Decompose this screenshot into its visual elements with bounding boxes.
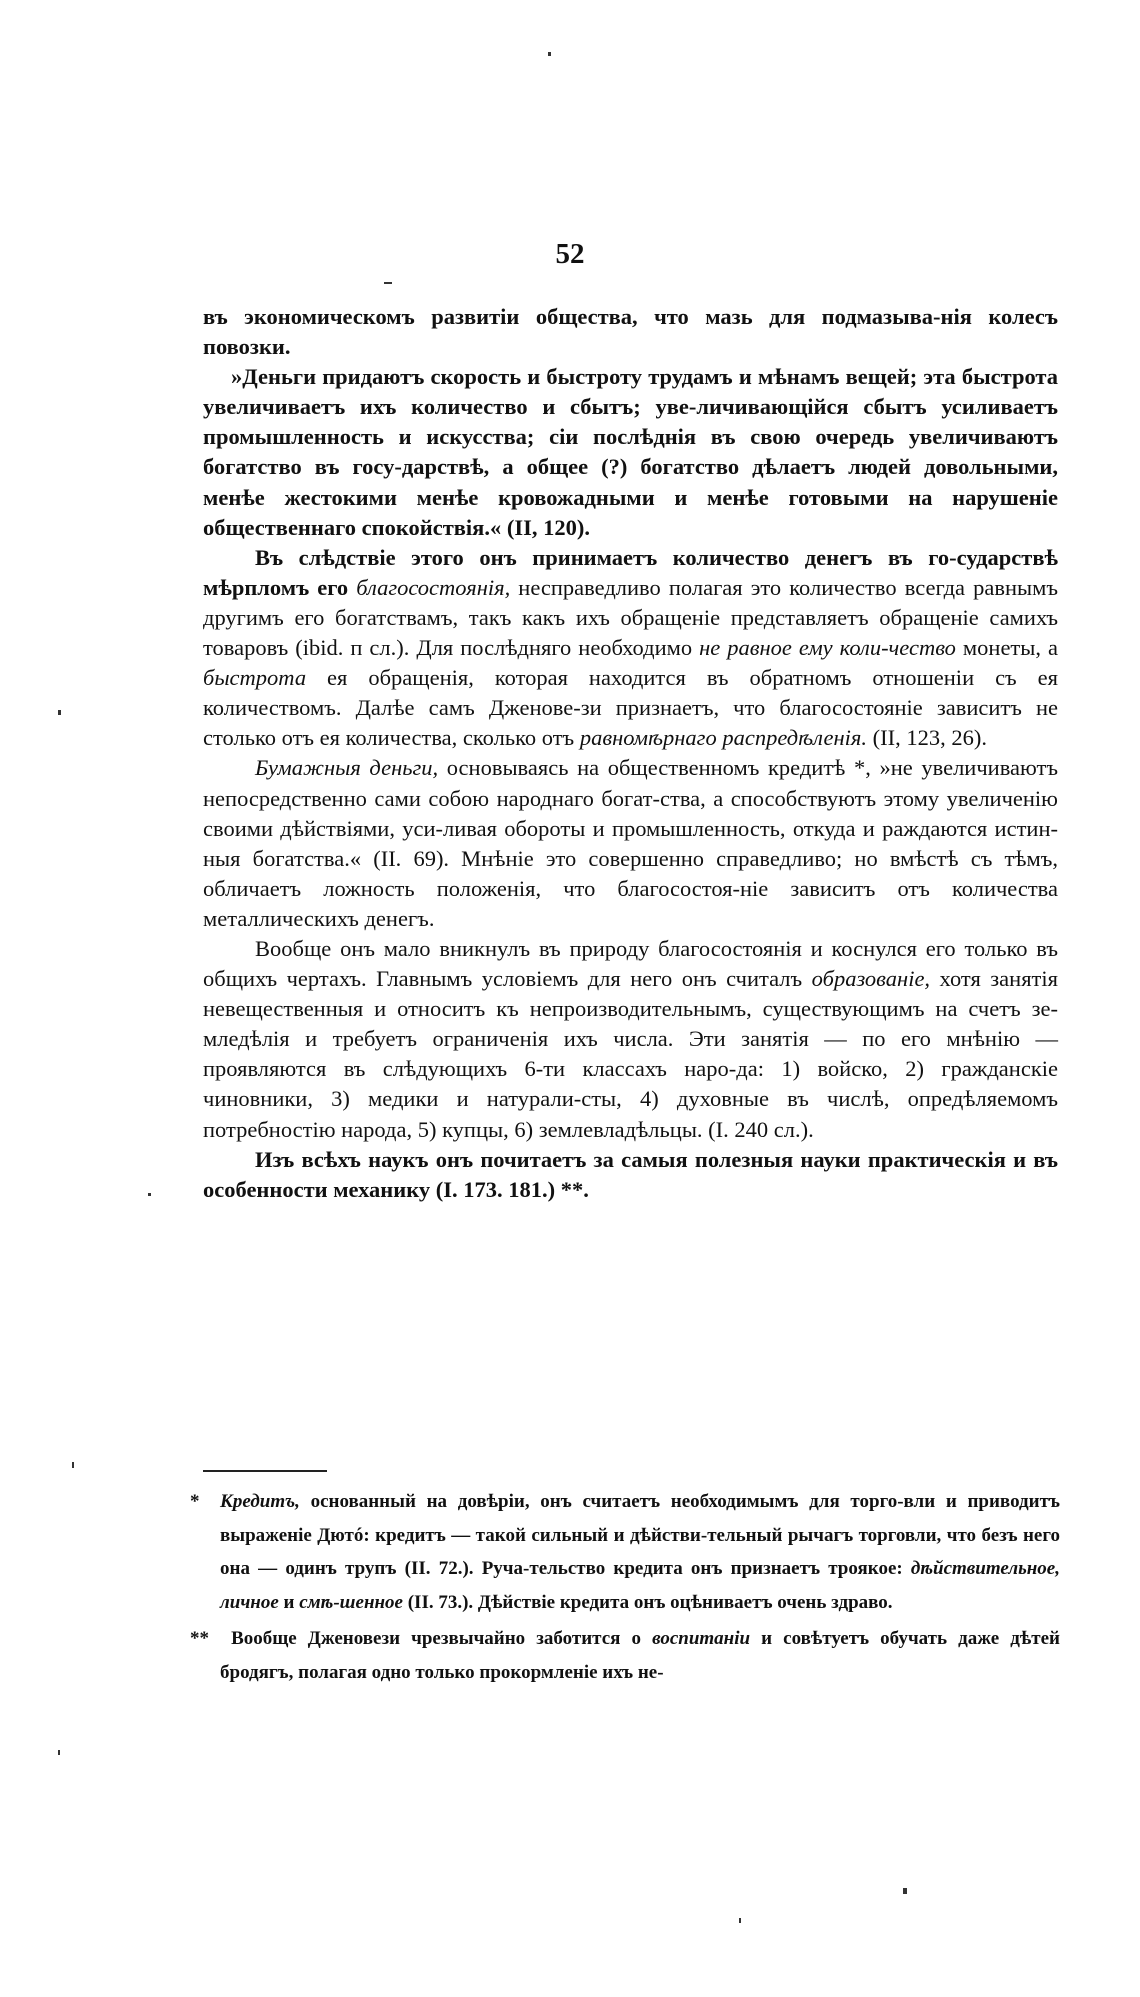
- scan-speck: [384, 282, 392, 284]
- footnote-2-part-a: Вообще Дженовези чрезвычайно заботится о: [220, 1628, 653, 1649]
- paragraph-4: [203, 753, 1058, 934]
- footnote-1-part-a: основанный на довѣріи, онъ считаетъ необходимымъ для торго-вли и приводитъ выраженіе Дютó: кредитъ — такой сильный и дѣйстви-тельный рычагъ торговли, что безъ него она — одинъ трупъ (II. 72.). Руча-тельство кредита онъ признаетъ троякое:: [220, 1491, 1060, 1579]
- paragraph-3-part-d: ея обращенія, которая находится въ обратномъ отношеніи съ ея количествомъ. Далѣе самъ Дженове-зи признаетъ, что благосостояніе зависитъ не столько отъ ея количества, сколько отъ: [203, 665, 1058, 751]
- paragraph-5-part-a: Вообще онъ мало вникнулъ въ природу благосостоянія и коснулся его только въ общихъ чертахъ. Главнымъ условіемъ для него онъ считалъ: [203, 935, 1058, 992]
- scan-speck: [148, 1193, 151, 1196]
- paragraph-3-emphasis-4: равномѣрнаго распредѣленія.: [579, 725, 867, 751]
- paragraph-1: въ экономическомъ развитіи общества, что мазь для подмазыва-нія колесъ повозки.: [203, 304, 1058, 360]
- scan-speck: [739, 1918, 741, 1923]
- footnote-1-part-b: и: [278, 1591, 300, 1613]
- paragraph-5: [203, 934, 1058, 1145]
- footnote-2-part-b: и совѣтуетъ обучать даже дѣтей бродягъ, полагая одно только прокормленіе ихъ не-: [220, 1628, 1060, 1683]
- paragraph-3-emphasis-2: не равное ему коли-чество: [699, 635, 956, 661]
- scan-speck: [548, 52, 551, 56]
- paragraph-6: Изъ всѣхъ наукъ онъ почитаетъ за самыя полезныя науки практическія и въ особенности механику (I. 173. 181.) **.: [203, 1146, 1058, 1202]
- footnote-2: [190, 1622, 1060, 1689]
- scan-speck: [58, 1750, 60, 1755]
- footnote-1-emphasis-3: смѣ-шенное: [299, 1591, 403, 1613]
- footnote-1-emphasis-2: дѣйствительное, личное: [220, 1558, 1060, 1613]
- page-number: 52: [555, 238, 585, 270]
- footnote-1: [190, 1485, 1060, 1619]
- paragraph-4-rest: основываясь на общественномъ кредитѣ *, »не увеличиваютъ непосредственно сами собою народнаго богат-ства, а способствуютъ этому увеличенію своими дѣйствіями, уси-ливая обороты и промышленность, откуда и раждаются истин-ныя богатства.« (II. 69). Мнѣніе это совершенно справедливо; но вмѣстѣ съ тѣмъ, обличаетъ ложность положенія, что благосостоя-ніе зависитъ отъ количества металлическихъ денегъ.: [203, 755, 1058, 931]
- scan-speck: [72, 1462, 74, 1468]
- paragraph-3-part-e: (II, 123, 26).: [867, 725, 987, 751]
- paragraph-3-part-b: несправедливо полагая это количество всегда равнымъ другимъ его богатствамъ, такъ какъ ихъ обращеніе представляетъ обращеніе самихъ товаровъ (ibid. п сл.). Для послѣдняго необходимо: [203, 574, 1058, 661]
- main-text: [203, 302, 1058, 1205]
- footnote-1-emphasis-1: Кредитъ,: [220, 1491, 300, 1512]
- footnote-1-mark: *: [190, 1491, 200, 1512]
- paragraph-3: [203, 543, 1058, 754]
- footnotes: [190, 1485, 1060, 1692]
- scan-speck: [903, 1888, 907, 1894]
- paragraph-3-part-a: Въ слѣдствіе этого онъ принимаетъ количество денегъ въ го-сударствѣ мѣрпломъ его: [203, 544, 1058, 600]
- paragraph-4-emphasis: Бумажныя деньги,: [255, 755, 439, 781]
- paragraph-3-part-c: монеты, а: [955, 635, 1058, 661]
- paragraph-3-emphasis-1: благосостоянія,: [356, 574, 511, 600]
- footnote-2-mark: **: [190, 1628, 209, 1649]
- scan-speck: [58, 710, 61, 715]
- footnote-1-part-c: (II. 73.). Дѣйствіе кредита онъ оцѣниваетъ очень здраво.: [402, 1591, 893, 1613]
- footnote-divider: [203, 1470, 327, 1472]
- paragraph-2-quote: »Деньги придаютъ скорость и быстроту трудамъ и мѣнамъ вещей; эта быстрота увеличиваетъ ихъ количество и сбытъ; уве-личивающійся сбытъ усиливаетъ промышленность и искусства; сіи послѣднія въ свою очередь увеличиваютъ богатство въ госу-дарствѣ, а общее (?) богатство дѣлаетъ людей довольными, менѣе жестокими менѣе кровожадными и менѣе готовыми на нарушеніе общественнаго спокойствія.« (II, 120).: [203, 364, 1058, 540]
- footnote-2-emphasis: воспитаніи: [652, 1628, 751, 1649]
- paragraph-3-emphasis-3: быстрота: [203, 665, 307, 691]
- paragraph-5-part-b: хотя занятія невещественныя и относитъ къ непроизводительнымъ, существующимъ на счетъ зе-мледѣлія и требуетъ ограниченія ихъ числа. Эти занятія — по его мнѣнію — проявляются въ слѣдующихъ 6-ти классахъ наро-да: 1) войско, 2) гражданскіе чиновники, 3) медики и натурали-сты, 4) духовные въ числѣ, опредѣляемомъ потребностію народа, 5) купцы, 6) землевладѣльцы. (I. 240 сл.).: [203, 966, 1058, 1142]
- paragraph-5-emphasis: образованіе,: [811, 966, 931, 992]
